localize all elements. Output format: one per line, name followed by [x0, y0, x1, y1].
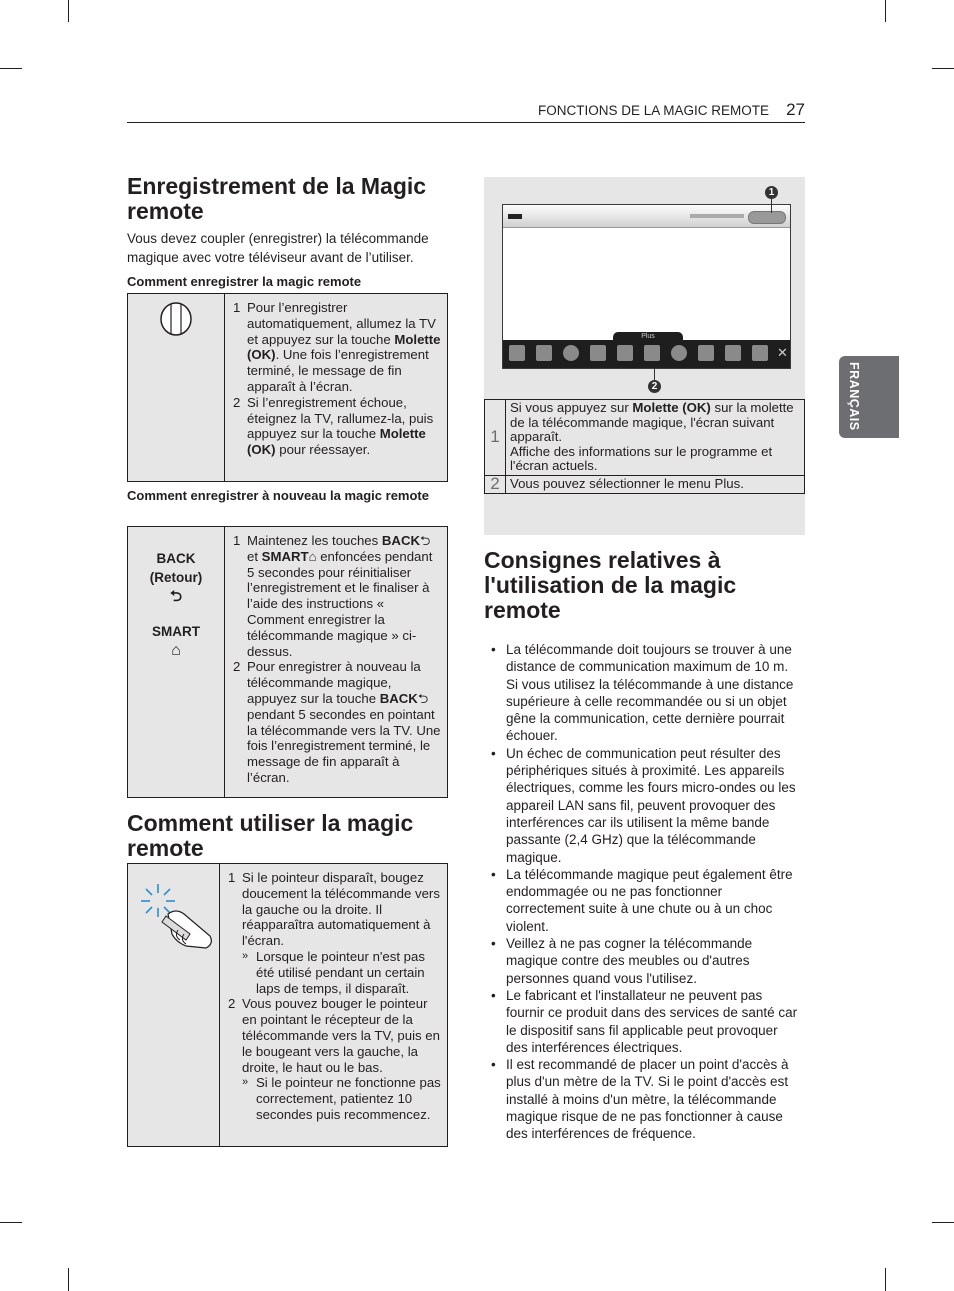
reregister-table [127, 526, 448, 798]
precaution-item: • La télécommande magique peut également être endommagée ou ne pas fonctionner correctement suite à une chute ou à un choc violent. [488, 866, 798, 935]
callout-number: 1 [485, 400, 506, 476]
crop-mark [932, 68, 954, 69]
register-steps-cell [225, 294, 448, 482]
header-title: FONCTIONS DE LA MAGIC REMOTE [537, 103, 769, 118]
section-title-usage: Comment utiliser la magic remote [127, 810, 414, 861]
crop-mark [885, 0, 886, 22]
callout-info-table [484, 399, 805, 494]
usage-step: 2 Vous pouvez bouger le pointeur en pointant le récepteur de la télécommande vers la TV, puis en le bougeant vers la gauche, la droite, le haut ou le bas. » Si le pointeur ne fonctionne pas correctement, patientez 10 secondes puis recommencez. [228, 996, 441, 1122]
info-bar [503, 205, 790, 228]
intro-text: Vous devez coupler (enregistrer) la télécommande magique avec votre téléviseur avant de l’utiliser. [127, 231, 429, 265]
usage-table [127, 863, 448, 1147]
page-header [127, 100, 805, 123]
crop-mark [68, 1268, 69, 1291]
menu-bar [503, 340, 790, 368]
callout-description: Si vous appuyez sur Molette (OK) sur la molette de la télécommande magique, l'écran suivant apparaît. Affiche des informations sur le programme et l'écran actuels. [506, 400, 805, 476]
subheading-register: Comment enregistrer la magic remote [127, 274, 362, 289]
usage-note: » Lorsque le pointeur n'est pas été utilisé pendant un certain laps de temps, il disparaît. [242, 948, 425, 996]
register-step: 2 Si l’enregistrement échoue, éteignez la TV, rallumez-la, puis appuyez sur la touche Molette (OK) pour réessayer. [233, 394, 434, 458]
menu-icon-aspect[interactable] [725, 345, 741, 361]
back-icon: ⮌ [169, 588, 182, 605]
precaution-item: • Le fabricant et l'installateur ne peuvent pas fournir ce produit dans des services de santé car le dispositif sans fil applicable peut provoquer des interférences électriques. [488, 987, 798, 1056]
register-steps [233, 300, 441, 458]
menu-icon-guide[interactable] [617, 345, 633, 361]
menu-icon-picture[interactable] [752, 345, 768, 361]
register-table [127, 293, 448, 482]
usage-steps-cell [220, 864, 448, 1147]
menu-icon-3d[interactable] [563, 345, 579, 361]
precaution-item: • Un échec de communication peut résulter des périphériques situés à proximité. Les appareils électriques, comme les fours micro-ondes ou les appareil LAN sans fil, peuvent provoquer des interférences car ils utilisent la même bande passante (2,4 GHz) que la télécommande magique. [488, 745, 798, 866]
callout-number: 2 [485, 475, 506, 493]
callout-description: Vous pouvez sélectionner le menu Plus. [506, 475, 805, 493]
menu-icon-record[interactable] [644, 345, 660, 361]
usage-steps [228, 870, 441, 1123]
plus-tab[interactable]: Plus [613, 332, 683, 342]
reregister-step: 2 Pour enregistrer à nouveau la télécommande magique, appuyez sur la touche BACK⮌ pendant 5 secondes en pointant la télécommande vers la TV. Une fois l’enregistrement terminé, le message de fin apparaît à l’écran. [233, 659, 441, 785]
pointer-illustration-cell [128, 864, 220, 1147]
crop-mark [885, 1268, 886, 1291]
precaution-item: • La télécommande doit toujours se trouver à une distance de communication maximum de 10 m. Si vous utilisez la télécommande à une distance supérieure à celle recommandée ou si un objet gêne la communication, cette dernière pourrait échouer. [488, 641, 798, 745]
callout-1-line [771, 199, 772, 213]
menu-icon-settings[interactable] [536, 345, 552, 361]
callout-info-row [485, 475, 805, 493]
pointer-hand-icon [128, 864, 219, 954]
menu-close-icon[interactable]: ✕ [777, 345, 788, 360]
crop-mark [68, 0, 69, 22]
reregister-steps [233, 533, 441, 786]
language-tab [839, 356, 899, 438]
language-label: FRANÇAIS [847, 362, 861, 431]
register-step: 1 Pour l’enregistrer automatiquement, allumez la TV et appuyez sur la touche Molette (OK). Une fois l’enregistrement terminé, le message de fin apparaît à l’écran. [233, 300, 441, 394]
usage-note: » Si le pointeur ne fonctionne pas correctement, patientez 10 secondes puis recommencez. [242, 1075, 441, 1122]
channel-badge [508, 214, 522, 219]
crop-mark [0, 1222, 22, 1223]
smart-key-label: SMART [152, 624, 200, 639]
back-key-label: BACK [156, 551, 196, 566]
remote-keys-cell [128, 527, 225, 798]
precaution-item: • Il est recommandé de placer un point d'accès à plus d'un mètre de la TV. Si le point d'accès est installé à moins d'un mètre, la télécommande magique risque de ne pas fonctionner à cause des interférences de fréquence. [488, 1056, 798, 1142]
menu-icon-timer[interactable] [671, 345, 687, 361]
wheel-illustration-cell [128, 294, 225, 482]
usage-note-list [242, 949, 441, 996]
section-title-precautions: Consignes relatives à l'utilisation de la magic remote [484, 547, 737, 623]
callout-1-icon: 1 [765, 186, 778, 199]
menu-icon-subtitle[interactable] [698, 345, 714, 361]
usage-note-list [242, 1075, 441, 1122]
crop-mark [0, 68, 22, 69]
retour-label: (Retour) [149, 570, 203, 585]
precautions-list [488, 641, 798, 1143]
page-number: 27 [786, 100, 805, 119]
wheel-button-icon [128, 294, 224, 344]
subheading-reregister: Comment enregistrer à nouveau la magic remote [127, 488, 429, 503]
callout-2-icon: 2 [648, 380, 661, 393]
callout-info-row [485, 400, 805, 476]
section-title-registration: Enregistrement de la Magic remote [127, 173, 427, 224]
menu-icon-input[interactable] [509, 345, 525, 361]
home-icon: ⌂ [171, 642, 181, 659]
usage-step: 1 Si le pointeur disparaît, bougez doucement la télécommande vers la gauche ou la droite. Il réapparaîtra automatiquement à l'écran. » Lorsque le pointeur n'est pas été utilisé pendant un certain laps de temps, il disparaît. [228, 870, 440, 996]
reregister-steps-cell [225, 527, 448, 798]
wheel-ok-indicator [748, 211, 786, 224]
callout-2-line [654, 368, 655, 380]
reregister-step: 1 Maintenez les touches BACK⮌ et SMART⌂ enfoncées pendant 5 secondes pour réinitialiser l’enregistrement et le finaliser à l’aide des instructions « Comment enregistrer la télécommande magique » ci-dessus. [233, 533, 433, 659]
info-progress [690, 214, 744, 218]
tv-screen-illustration [502, 204, 791, 369]
crop-mark [932, 1222, 954, 1223]
menu-icon-search[interactable] [590, 345, 606, 361]
precaution-item: • Veillez à ne pas cogner la télécommande magique contre des meubles ou d'autres personnes quand vous l'utilisez. [488, 935, 798, 987]
